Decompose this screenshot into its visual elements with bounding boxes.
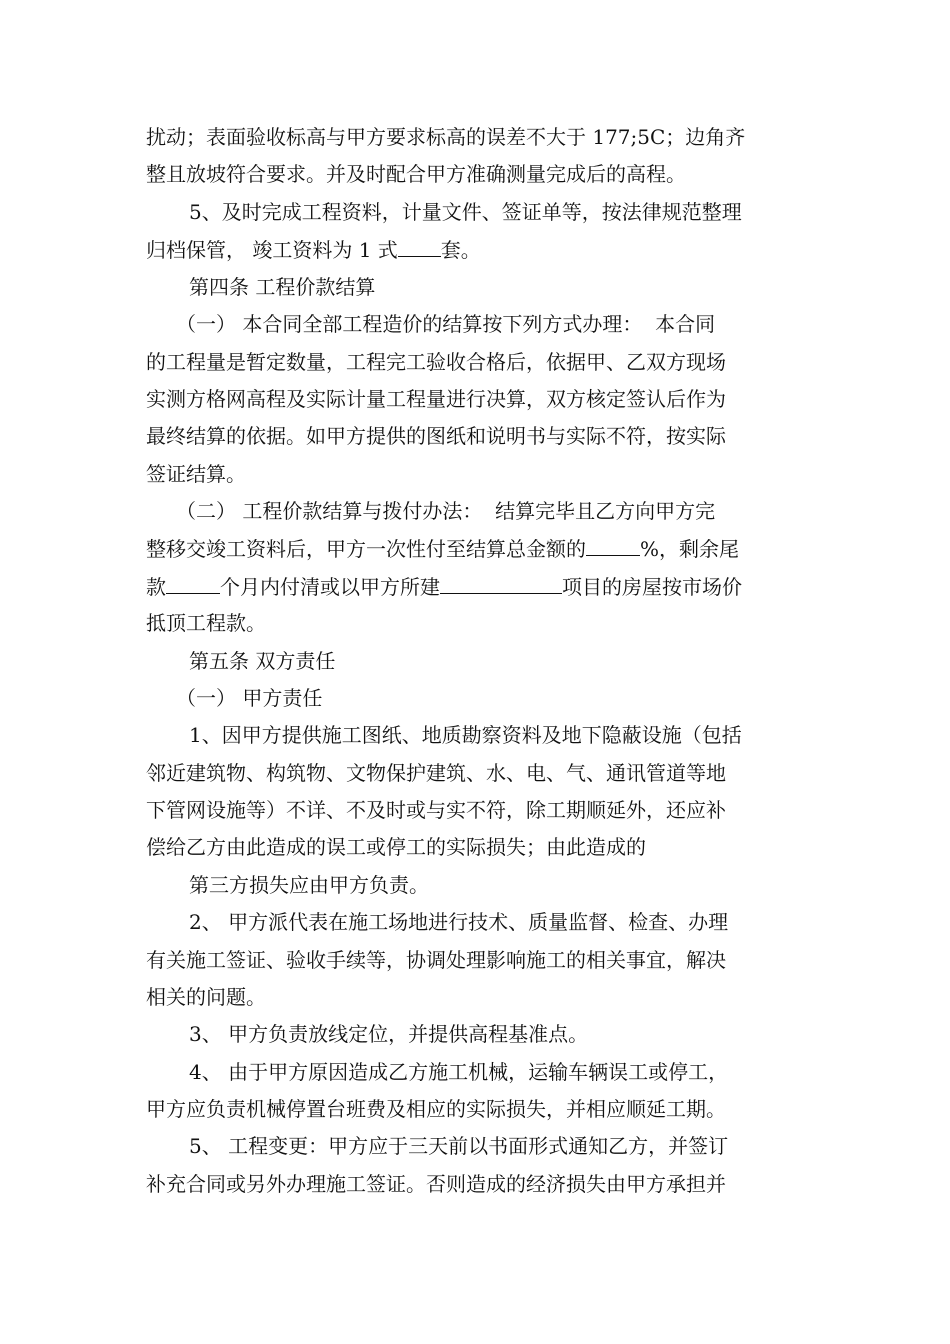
- section-2-line-4: 抵顶工程款。: [146, 611, 266, 635]
- duty-1-line-3: 下管网设施等）不详、不及时或与实不符，除工期顺延外，还应补: [146, 798, 726, 822]
- blank-line: [166, 573, 220, 594]
- body-line-1: 扰动；表面验收标高与甲方要求标高的误差不大于 177;5C；边角齐: [146, 125, 746, 149]
- duty-4-line-1: 4、 由于甲方原因造成乙方施工机械，运输车辆误工或停工，: [189, 1060, 729, 1084]
- duty-5-line-1: 5、 工程变更：甲方应于三天前以书面形式通知乙方，并签订: [189, 1134, 729, 1158]
- duty-3-line-1: 3、 甲方负责放线定位，并提供高程基准点。: [189, 1022, 589, 1046]
- section-1-line-3: 实测方格网高程及实际计量工程量进行决算，双方核定签认后作为: [146, 387, 726, 411]
- duty-2-line-3: 相关的问题。: [146, 985, 266, 1009]
- blank-line: [398, 236, 441, 257]
- section-2-line-2: 整移交竣工资料后，甲方一次性付至结算总金额的 %，剩余尾: [146, 537, 740, 561]
- clause-5-line-1: 5、及时完成工程资料，计量文件、签证单等，按法律规范整理: [189, 200, 742, 224]
- party-a-heading: （一） 甲方责任: [176, 686, 323, 710]
- section-1-line-5: 签证结算。: [146, 462, 246, 486]
- duty-4-line-2: 甲方应负责机械停置台班费及相应的实际损失，并相应顺延工期。: [146, 1097, 726, 1121]
- duty-2-line-2: 有关施工签证、验收手续等，协调处理影响施工的相关事宜，解决: [146, 948, 726, 972]
- clause-5-line-2: 归档保管， 竣工资料为 1 式 套。: [146, 238, 481, 262]
- duty-1-line-4: 偿给乙方由此造成的误工或停工的实际损失；由此造成的: [146, 835, 646, 859]
- duty-5-line-2: 补充合同或另外办理施工签证。否则造成的经济损失由甲方承担并: [146, 1172, 726, 1196]
- article-4-heading: 第四条 工程价款结算: [189, 275, 376, 299]
- blank-line: [586, 535, 640, 556]
- section-2-line-1: （二） 工程价款结算与拨付办法： 结算完毕且乙方向甲方完: [176, 499, 716, 523]
- section-1-line-4: 最终结算的依据。如甲方提供的图纸和说明书与实际不符，按实际: [146, 424, 726, 448]
- section-1-line-2: 的工程量是暂定数量，工程完工验收合格后，依据甲、乙双方现场: [146, 350, 726, 374]
- duty-1-line-2: 邻近建筑物、构筑物、文物保护建筑、水、电、气、通讯管道等地: [146, 761, 726, 785]
- section-1-line-1: （一） 本合同全部工程造价的结算按下列方式办理： 本合同: [176, 312, 716, 336]
- duty-1-line-5: 第三方损失应由甲方负责。: [189, 873, 429, 897]
- section-2-line-3: 款 个月内付清或以甲方所建 项目的房屋按市场价: [146, 575, 742, 599]
- article-5-heading: 第五条 双方责任: [189, 649, 336, 673]
- duty-1-line-1: 1、因甲方提供施工图纸、地质勘察资料及地下隐蔽设施（包括: [189, 723, 742, 747]
- body-line-2: 整且放坡符合要求。并及时配合甲方准确测量完成后的高程。: [146, 162, 686, 186]
- duty-2-line-1: 2、 甲方派代表在施工场地进行技术、质量监督、检查、办理: [189, 910, 729, 934]
- blank-line: [440, 573, 562, 594]
